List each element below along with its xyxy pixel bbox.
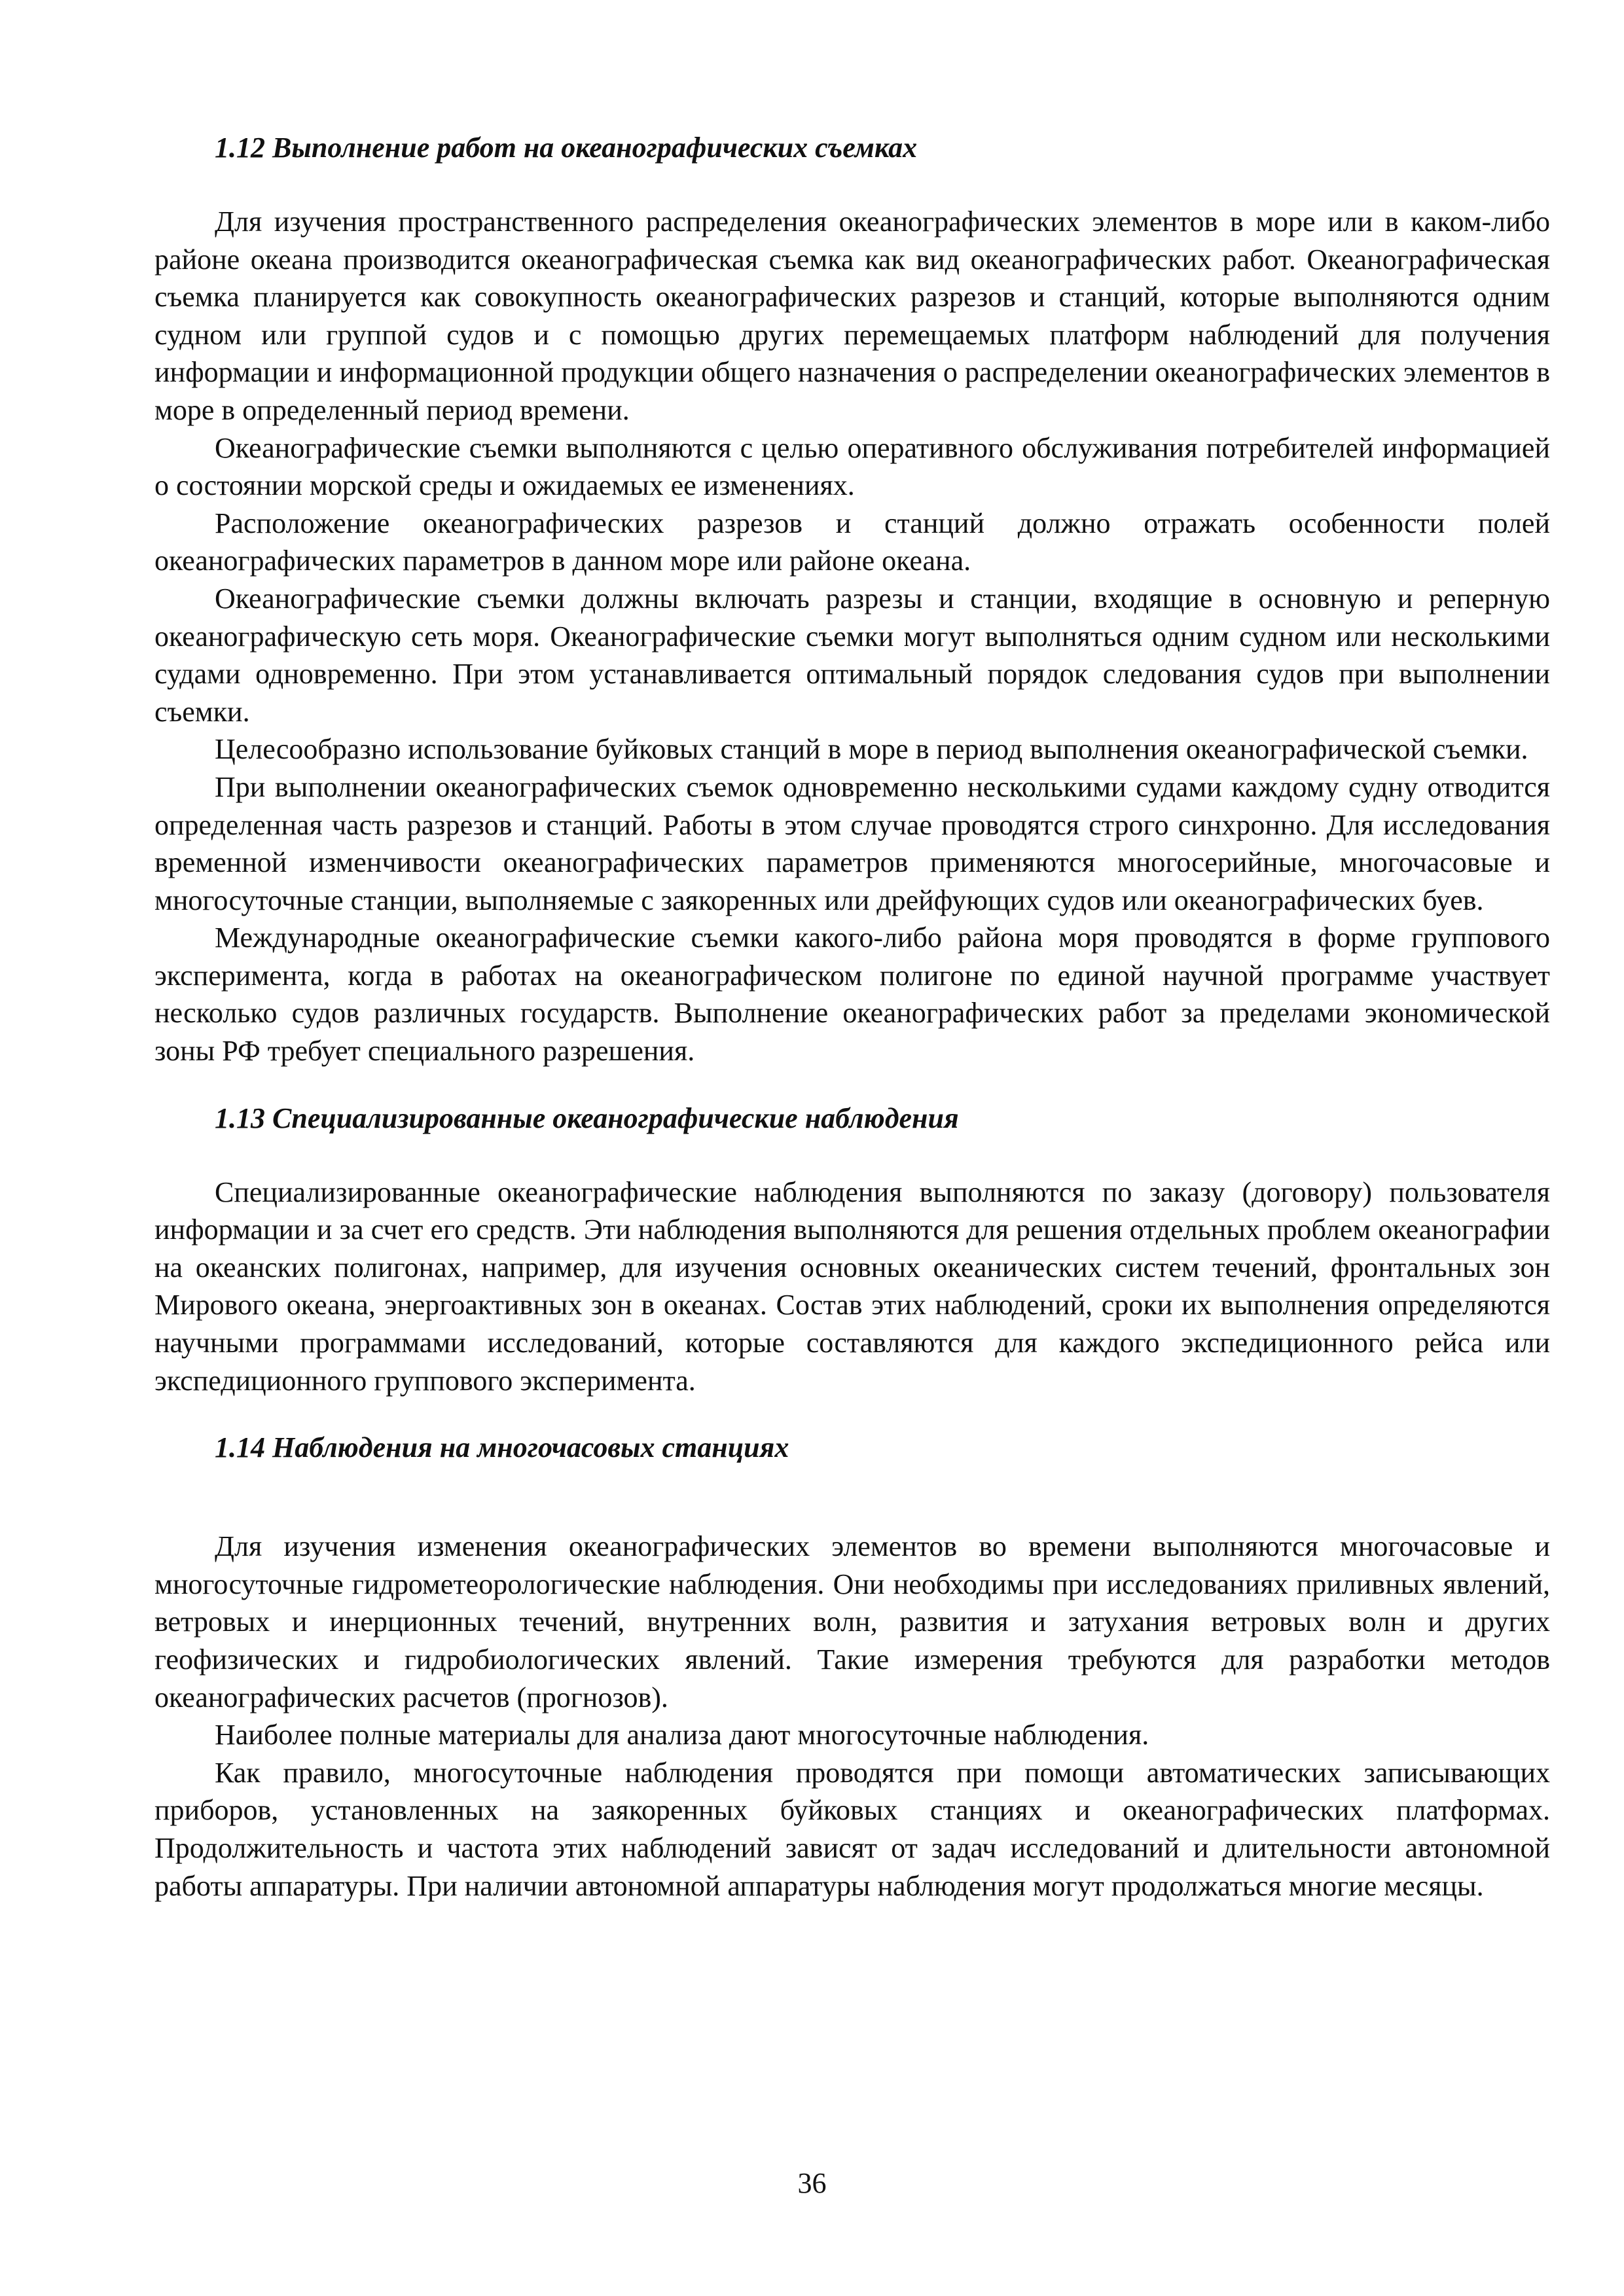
section-heading-1-14: 1.14 Наблюдения на многочасовых станциях <box>215 1431 789 1464</box>
page-number: 36 <box>797 2167 827 2199</box>
paragraph: Международные океанографические съемки какого-либо района моря проводятся в форме группового эксперимента, когда в работах на океанографическом полигоне по единой научной программе участвует несколько судов различных государств. Выполнение океанографических работ за пределами экономической зоны РФ требует специального разрешения. <box>154 922 1550 1067</box>
paragraph: Расположение океанографических разрезов и станций должно отражать особенности полей океанографических параметров в данном море или районе океана. <box>154 507 1550 577</box>
paragraph: При выполнении океанографических съемок одновременно несколькими судами каждому судну отводится определенная часть разрезов и станций. Работы в этом случае проводятся строго синхронно. Для исследования временной изменчивости океанографических параметров применяются многосерийные, многочасовые и многосуточные станции, выполняемые с заякоренных или дрейфующих судов или океанографических буев. <box>154 770 1550 916</box>
paragraph: Для изучения изменения океанографических элементов во времени выполняются многочасовые и многосуточные гидрометеорологические наблюдения. Они необходимы при исследованиях приливных явлений, ветровых и инерционных течений, внутренних волн, развития и затухания ветровых волн и других геофизических и гидробиологических явлений. Такие измерения требуются для разработки методов океанографических расчетов (прогнозов). <box>154 1530 1550 1713</box>
paragraph: Наиболее полные материалы для анализа дают многосуточные наблюдения. <box>215 1719 1149 1751</box>
paragraph: Океанографические съемки выполняются с целью оперативного обслуживания потребителей информацией о состоянии морской среды и ожидаемых ее изменениях. <box>154 431 1550 502</box>
section-heading-1-12: 1.12 Выполнение работ на океанографических съемках <box>215 132 918 164</box>
paragraph: Как правило, многосуточные наблюдения проводятся при помощи автоматических записывающих приборов, установленных на заякоренных буйковых станциях и океанографических платформах. Продолжительность и частота этих наблюдений зависят от задач исследований и длительности автономной работы аппаратуры. При наличии автономной аппаратуры наблюдения могут продолжаться многие месяцы. <box>154 1756 1550 1902</box>
paragraph: Океанографические съемки должны включать разрезы и станции, входящие в основную и реперную океанографическую сеть моря. Океанографические съемки могут выполняться одним судном или несколькими судами одновременно. При этом устанавливается оптимальный порядок следования судов при выполнении съемки. <box>154 582 1550 728</box>
paragraph: Целесообразно использование буйковых станций в море в период выполнения океанографической съемки. <box>215 733 1528 766</box>
paragraph: Для изучения пространственного распределения океанографических элементов в море или в каком-либо районе океана производится океанографическая съемка как вид океанографических работ. Океанографическая съемка планируется как совокупность океанографических разрезов и станций, которые выполняются одним судном или группой судов и с помощью других перемещаемых платформ наблюдений для получения информации и информационной продукции общего назначения о распределении океанографических элементов в море в определенный период времени. <box>154 206 1550 426</box>
section-heading-1-13: 1.13 Специализированные океанографические наблюдения <box>215 1102 959 1134</box>
page-content <box>154 128 1550 1905</box>
paragraph: Специализированные океанографические наблюдения выполняются по заказу (договору) пользователя информации и за счет его средств. Эти наблюдения выполняются для решения отдельных проблем океанографии на океанских полигонах, например, для изучения основных океанических систем течений, фронтальных зон Мирового океана, энергоактивных зон в океанах. Состав этих наблюдений, сроки их выполнения определяются научными программами исследований, которые составляются для каждого экспедиционного рейса или экспедиционного группового эксперимента. <box>154 1175 1550 1397</box>
